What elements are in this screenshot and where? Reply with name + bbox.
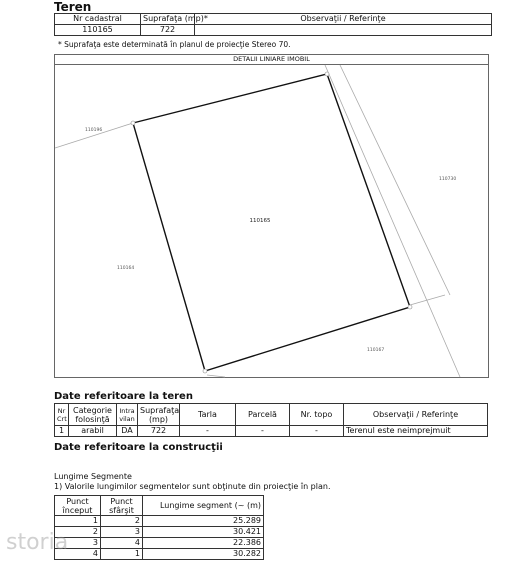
header-punct-sfarsit: Punct sfârşit [101,496,143,516]
segmente-subtitle: 1) Valorile lungimilor segmentelor sunt obţinute din proiecţie în plan. [54,482,331,491]
cell-suprafata: 722 [141,25,195,36]
cell-punct-inceput: 3 [55,538,101,549]
neighbor-line [55,123,133,148]
cell-punct-inceput: 4 [55,549,101,560]
table-row [55,25,492,36]
cell-lungime: 22.386 [143,538,264,549]
neighbor-line [410,295,445,305]
cell-punct-sfarsit: 1 [101,549,143,560]
header-categorie: Categorie folosinţă [69,404,117,426]
header-suprafata: Suprafaţa (mp)* [141,14,195,25]
parcel-drawing [55,55,488,377]
teren-footnote: * Suprafaţa este determinată în planul de proiecţie Stereo 70. [58,40,291,49]
segmente-title: Lungime Segmente [54,472,132,481]
header-observatii: Observaţii / Referinţe [344,404,488,426]
table-header-row [55,404,488,426]
label-right-top: 110730 [439,177,457,182]
parcel-map [54,54,489,378]
label-bottom: 110167 [367,348,385,353]
cell-nr-crt: 1 [55,426,69,437]
table-row [55,527,264,538]
table-header-row [55,496,264,516]
header-nr-topo: Nr. topo [290,404,344,426]
section-title-date-teren: Date referitoare la teren [54,391,193,402]
table-row [55,516,264,527]
segmente-table [54,495,264,560]
cell-intravilan: DA [117,426,138,437]
header-tarla: Tarla [180,404,236,426]
neighbor-line [340,65,450,295]
header-parcela: Parcelă [236,404,290,426]
header-intravilan: Intra vilan [117,404,138,426]
label-left-mid: 110164 [117,266,135,271]
cell-punct-inceput: 2 [55,527,101,538]
storia-watermark: storia [6,530,69,555]
parcel-vertex [203,369,207,373]
header-lungime: Lungime segment (~ (m) [143,496,264,516]
teren-table [54,13,492,36]
cell-punct-sfarsit: 2 [101,516,143,527]
header-suprafata: Suprafaţa (mp) [138,404,180,426]
parcel-vertex [325,72,329,76]
cell-lungime: 30.282 [143,549,264,560]
label-left-top: 110196 [85,128,103,133]
cell-suprafata: 722 [138,426,180,437]
cell-punct-sfarsit: 4 [101,538,143,549]
table-row [55,549,264,560]
date-teren-table [54,403,488,437]
cell-lungime: 25.289 [143,516,264,527]
header-punct-inceput: Punct început [55,496,101,516]
table-header-row [55,14,492,25]
cell-lungime: 30.421 [143,527,264,538]
neighbor-line [207,375,225,377]
header-nr-crt: Nr Crt [55,404,69,426]
parcel-vertex [131,121,135,125]
section-title-teren: Teren [54,0,92,14]
cell-tarla: - [180,426,236,437]
table-row [55,538,264,549]
header-nr-cadastral: Nr cadastral [55,14,141,25]
label-center: 110165 [249,218,271,224]
cell-nr-topo: - [290,426,344,437]
cell-observatii [195,25,492,36]
table-row [55,426,488,437]
cell-nr-cadastral: 110165 [55,25,141,36]
header-observatii: Observaţii / Referinţe [195,14,492,25]
neighbor-line [325,65,460,377]
parcel-outline [133,74,410,371]
section-title-date-constructii: Date referitoare la construcţii [54,442,223,453]
parcel-vertex [408,305,412,309]
cell-punct-inceput: 1 [55,516,101,527]
map-title: DETALII LINIARE IMOBIL [55,55,488,65]
cell-parcela: - [236,426,290,437]
cell-punct-sfarsit: 3 [101,527,143,538]
cell-categorie: arabil [69,426,117,437]
cell-observatii: Terenul este neimprejmuit [344,426,488,437]
